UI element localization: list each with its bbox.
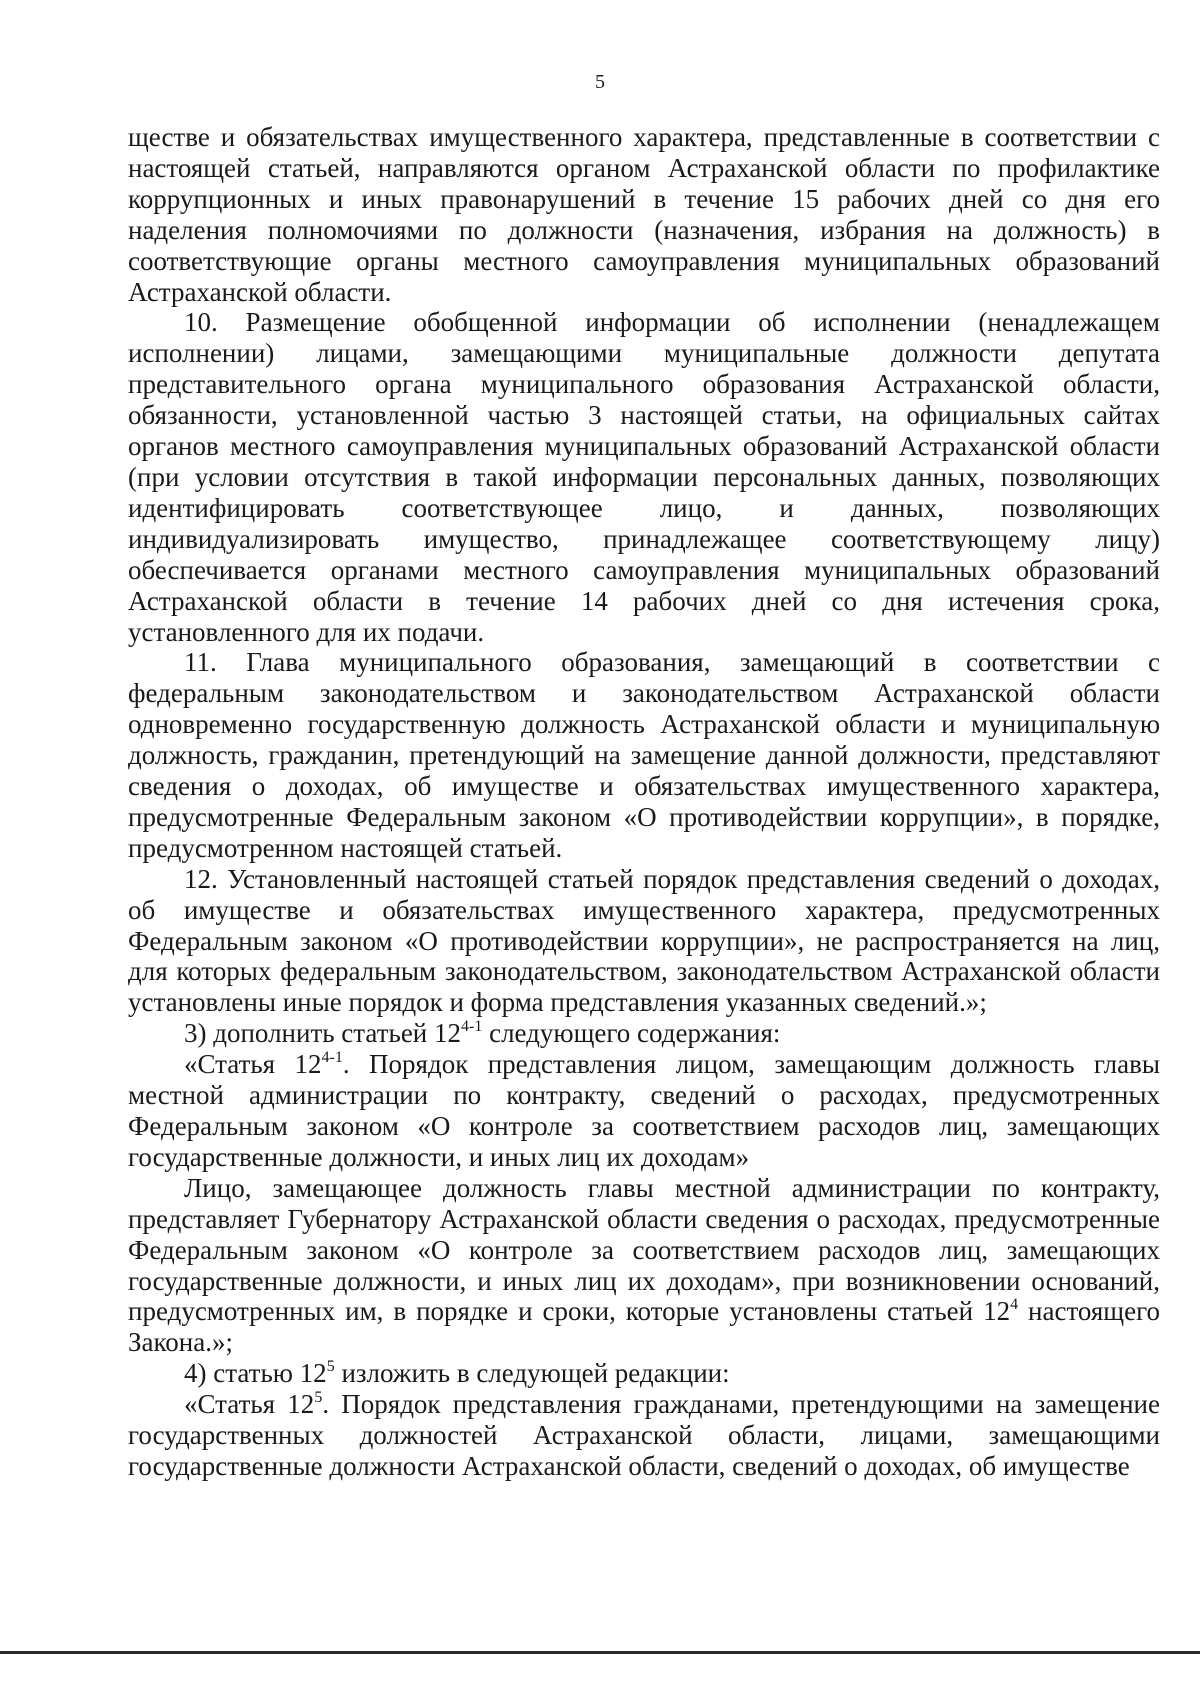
article-12-4-1-title-text: «Статья 12 — [184, 1049, 322, 1080]
article-superscript: 4 — [1010, 1296, 1019, 1314]
amendment-4-intro-text: 4) статью 12 — [184, 1358, 327, 1389]
amendment-3-intro-text: 3) дополнить статьей 12 — [184, 1018, 462, 1049]
amendment-3-intro — [128, 1018, 1160, 1049]
article-12-4-1-body-text: Лицо, замещающее должность главы местной администрации по контракту, представляет Губернатору Астраханской области сведения о расходах, предусмотренные Федеральным законом «О контроле за соответствием расходов лиц, замещающих государственные должности, и иных лиц их доходам», при возникновении оснований, предусмотренных им, в порядке и сроки, которые установлены статьей 12 — [128, 1172, 1160, 1327]
document-body — [128, 122, 1160, 1482]
article-12-4-1-title — [128, 1049, 1160, 1173]
article-superscript: 4-1 — [461, 1018, 483, 1036]
paragraph-continuation: ществе и обязательствах имущественного характера, представленные в соответствии с настоящей статьей, направляются органом Астраханской области по профилактике коррупционных и иных правонарушений в течение 15 рабочих дней со дня его наделения полномочиями по должности (назначения, избрания на должность) в соответствующие органы местного самоуправления муниципальных образований Астраханской области. — [128, 122, 1160, 307]
article-12-5-title-text: «Статья 12 — [184, 1389, 315, 1420]
article-12-5-title-tail: . Порядок представления гражданами, претендующими на замещение государственных должностей Астраханской области, лицами, замещающими государственные должности Астраханской области, сведений о доходах, об имуществе — [128, 1389, 1160, 1481]
article-superscript: 4-1 — [321, 1049, 343, 1067]
paragraph-12: 12. Установленный настоящей статьей порядок представления сведений о доходах, об имуществе и обязательствах имущественного характера, предусмотренных Федеральным законом «О противодействии коррупции», не распространяется на лиц, для которых федеральным законодательством, законодательством Астраханской области установлены иные порядок и форма представления указанных сведений.»; — [128, 863, 1160, 1018]
page-number: 5 — [595, 71, 605, 93]
article-superscript: 5 — [314, 1389, 323, 1407]
article-12-4-1-body — [128, 1173, 1160, 1358]
paragraph-10: 10. Размещение обобщенной информации об исполнении (ненадлежащем исполнении) лицами, замещающими муниципальные должности депутата представительного органа муниципального образования Астраханской области, обязанности, установленной частью 3 настоящей статьи, на официальных сайтах органов местного самоуправления муниципальных образований Астраханской области (при условии отсутствия в такой информации персональных данных, позволяющих идентифицировать соответствующее лицо, и данных, позволяющих индивидуализировать имущество, принадлежащее соответствующему лицу) обеспечивается органами местного самоуправления муниципальных образований Астраханской области в течение 14 рабочих дней со дня истечения срока, установленного для их подачи. — [128, 307, 1160, 647]
article-12-5-title — [128, 1389, 1160, 1482]
article-12-4-1-title-tail: . Порядок представления лицом, замещающим должность главы местной администрации по контракту, сведений о расходах, предусмотренных Федеральным законом «О контроле за соответствием расходов лиц, замещающих государственные должности, и иных лиц их доходам» — [128, 1049, 1160, 1172]
amendment-4-intro-tail: изложить в следующей редакции: — [334, 1358, 730, 1389]
article-superscript: 5 — [326, 1358, 335, 1376]
article-12-4-1-body-tail: настоящего Закона.»; — [128, 1296, 1160, 1358]
paragraph-11: 11. Глава муниципального образования, замещающий в соответствии с федеральным законодательством и законодательством Астраханской области одновременно государственную должность Астраханской области и муниципальную должность, гражданин, претендующий на замещение данной должности, представляют сведения о доходах, об имуществе и обязательствах имущественного характера, предусмотренные Федеральным законом «О противодействии коррупции», в порядке, предусмотренном настоящей статьей. — [128, 647, 1160, 863]
footer-divider — [0, 1651, 1200, 1654]
amendment-3-intro-tail: следующего содержания: — [482, 1018, 781, 1049]
amendment-4-intro — [128, 1358, 1160, 1389]
